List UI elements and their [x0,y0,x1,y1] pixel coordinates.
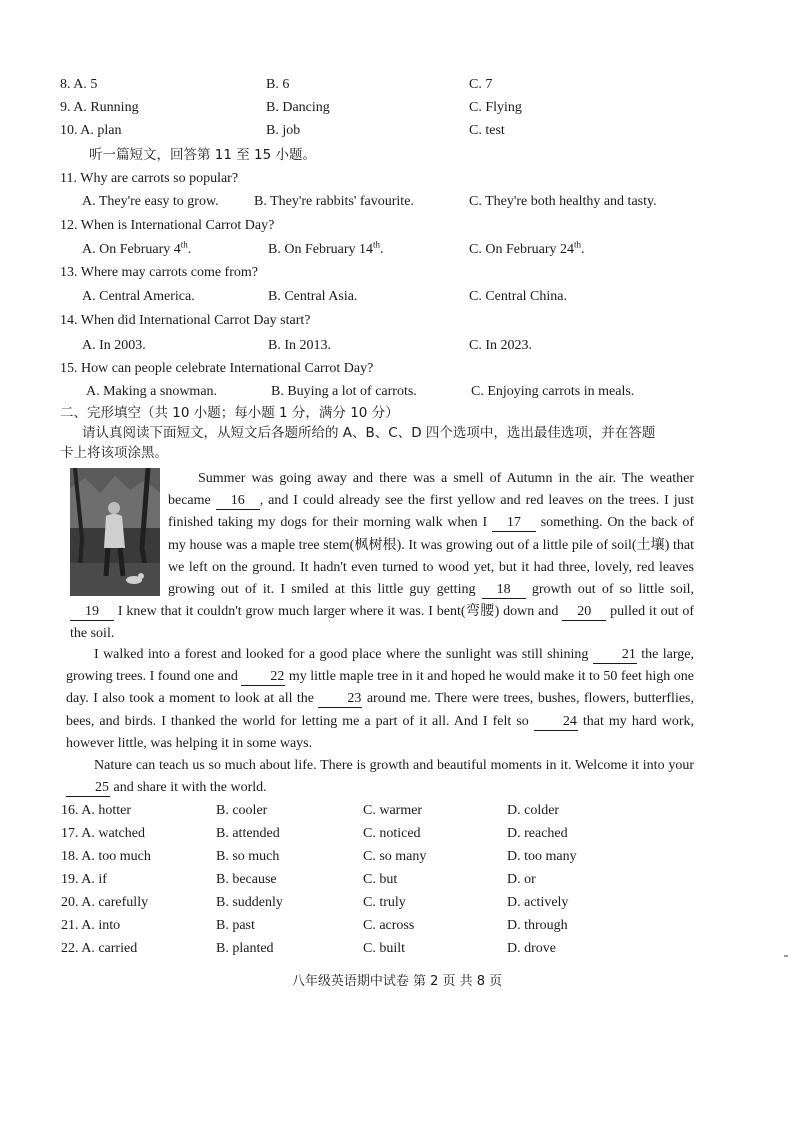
passage-text: pulled it out of the soil. [70,604,694,642]
option-c: C. Enjoying carrots in meals. [471,384,635,399]
option-c: C. built [363,941,406,956]
option-c: C. warmer [363,803,423,818]
option-c: C. In 2023. [469,338,532,353]
passage [70,468,694,646]
question-12-stem: 12. When is International Carrot Day? [60,218,275,233]
option-d: D. or [507,872,536,887]
option-a: 17. A. watched [61,826,145,841]
option-d: D. actively [507,895,569,910]
option-d: D. drove [507,941,556,956]
question-13-stem: 13. Where may carrots come from? [60,265,258,280]
passage-text: Summer was going away and there was a smell of Autumn in the air. The weather became [168,471,694,509]
passage-part-2 [66,644,694,799]
option-c: C. truly [363,895,406,910]
question-11-stem: 11. Why are carrots so popular? [60,171,239,186]
option-b: B. suddenly [216,895,283,910]
blank-23: 23 [318,691,362,708]
question-15-stem: 15. How can people celebrate International Carrot Day? [60,361,374,376]
listening-instruction: 听一篇短文，回答第 11 至 15 小题。 [89,147,317,163]
option-a: A. Making a snowman. [86,384,218,399]
option-a: 18. A. too much [61,849,151,864]
option-c: C. They're both healthy and tasty. [469,194,657,209]
passage-text: I knew that it couldn't grow much larger where it was. I bent(弯腰) down and [114,604,563,620]
option-c: C. but [363,872,398,887]
passage-paragraph-2 [66,644,694,755]
section-instruction-cont: 卡上将该项涂黑。 [60,445,168,461]
blank-25: 25 [66,780,110,797]
section-instruction: 请认真阅读下面短文，从短文后各题所给的 A、B、C、D 四个选项中，选出最佳选项，并在答题 [82,425,656,441]
passage-text: I walked into a forest and looked for a good place where the sunlight was still shining [94,647,593,662]
option-b: B. job [266,123,301,138]
option-c: C. Central China. [469,289,567,304]
option-a: A. In 2003. [82,338,146,353]
question-14-stem: 14. When did International Carrot Day start? [60,313,311,328]
section-title: 二、完形填空（共 10 小题；每小题 1 分，满分 10 分） [60,405,399,421]
option-c: C. test [469,123,505,138]
option-a: 20. A. carefully [61,895,149,910]
blank-18: 18 [482,582,526,599]
option-c: C. Flying [469,100,522,115]
passage-text: growth out of so little soil, [525,582,694,598]
option-c: C. On February 24th. [469,239,585,257]
scan-mark [784,955,788,957]
passage-text: something. On the back of my house was a maple tree stem(枫树根). It was growing out of a little pile of soil(土壤) that we left on the ground. It hadn't even turned to wood yet, but it had three, lovely, red leaves growing out of it. I smiled at this little guy getting [168,515,694,598]
option-b: B. Central Asia. [268,289,358,304]
blank-17: 17 [492,515,536,532]
option-b: B. so much [216,849,280,864]
option-a: A. They're easy to grow. [82,194,219,209]
option-a: 22. A. carried [61,941,138,956]
option-c: C. so many [363,849,427,864]
option-b: B. In 2013. [268,338,331,353]
option-a: 21. A. into [61,918,121,933]
option-d: D. too many [507,849,577,864]
option-a: A. Central America. [82,289,195,304]
option-a: 19. A. if [61,872,107,887]
option-b: B. They're rabbits' favourite. [254,194,414,209]
option-b: B. 6 [266,77,290,92]
page-footer: 八年级英语期中试卷 第 2 页 共 8 页 [291,974,503,989]
option-b: B. Dancing [266,100,330,115]
option-b: B. attended [216,826,280,841]
option-d: D. through [507,918,568,933]
passage-text: around me. There were trees, bushes, flowers, butterflies, bees, and birds. I thanked the world for letting me a part of it all. And I felt so [66,691,694,729]
passage-text: that my hard work, however little, was helping it in some ways. [66,713,695,751]
passage-text: Nature can teach us so much about life. There is growth and beautiful moments in it. Welcome it into your [94,758,694,774]
passage-text: the large, growing trees. I found one and [66,647,694,685]
passage-text: my little maple tree in it and hoped he would make it to 50 feet high one day. I also took a moment to look at all the [66,669,695,707]
option-b: B. past [216,918,255,933]
option-b: B. because [216,872,277,887]
blank-21: 21 [593,647,637,664]
option-b: B. Buying a lot of carrots. [271,384,417,399]
blank-16: 16 [216,493,260,510]
passage-text: , and I could already see the first yellow and red leaves on the trees. I just finished taking my dogs for their morning walk when I [168,493,694,531]
blank-24: 24 [534,714,578,731]
option-c: C. 7 [469,77,493,92]
photo-spacer [70,468,168,600]
blank-20: 20 [562,604,606,621]
option-a: 16. A. hotter [61,803,131,818]
option-a: A. On February 4th. [82,239,192,257]
option-d: D. colder [507,803,560,818]
option-c: C. across [363,918,415,933]
option-b: B. On February 14th. [268,239,384,257]
passage-paragraph-1 [70,468,694,646]
passage-paragraph-3 [66,755,694,799]
option-a: 10. A. plan [60,123,122,138]
passage-text: and share it with the world. [110,780,267,796]
blank-22: 22 [241,669,285,686]
option-b: B. cooler [216,803,268,818]
option-d: D. reached [507,826,568,841]
option-b: B. planted [216,941,274,956]
option-a: 9. A. Running [60,100,139,115]
blank-19: 19 [70,604,114,621]
option-a: 8. A. 5 [60,77,98,92]
option-c: C. noticed [363,826,421,841]
